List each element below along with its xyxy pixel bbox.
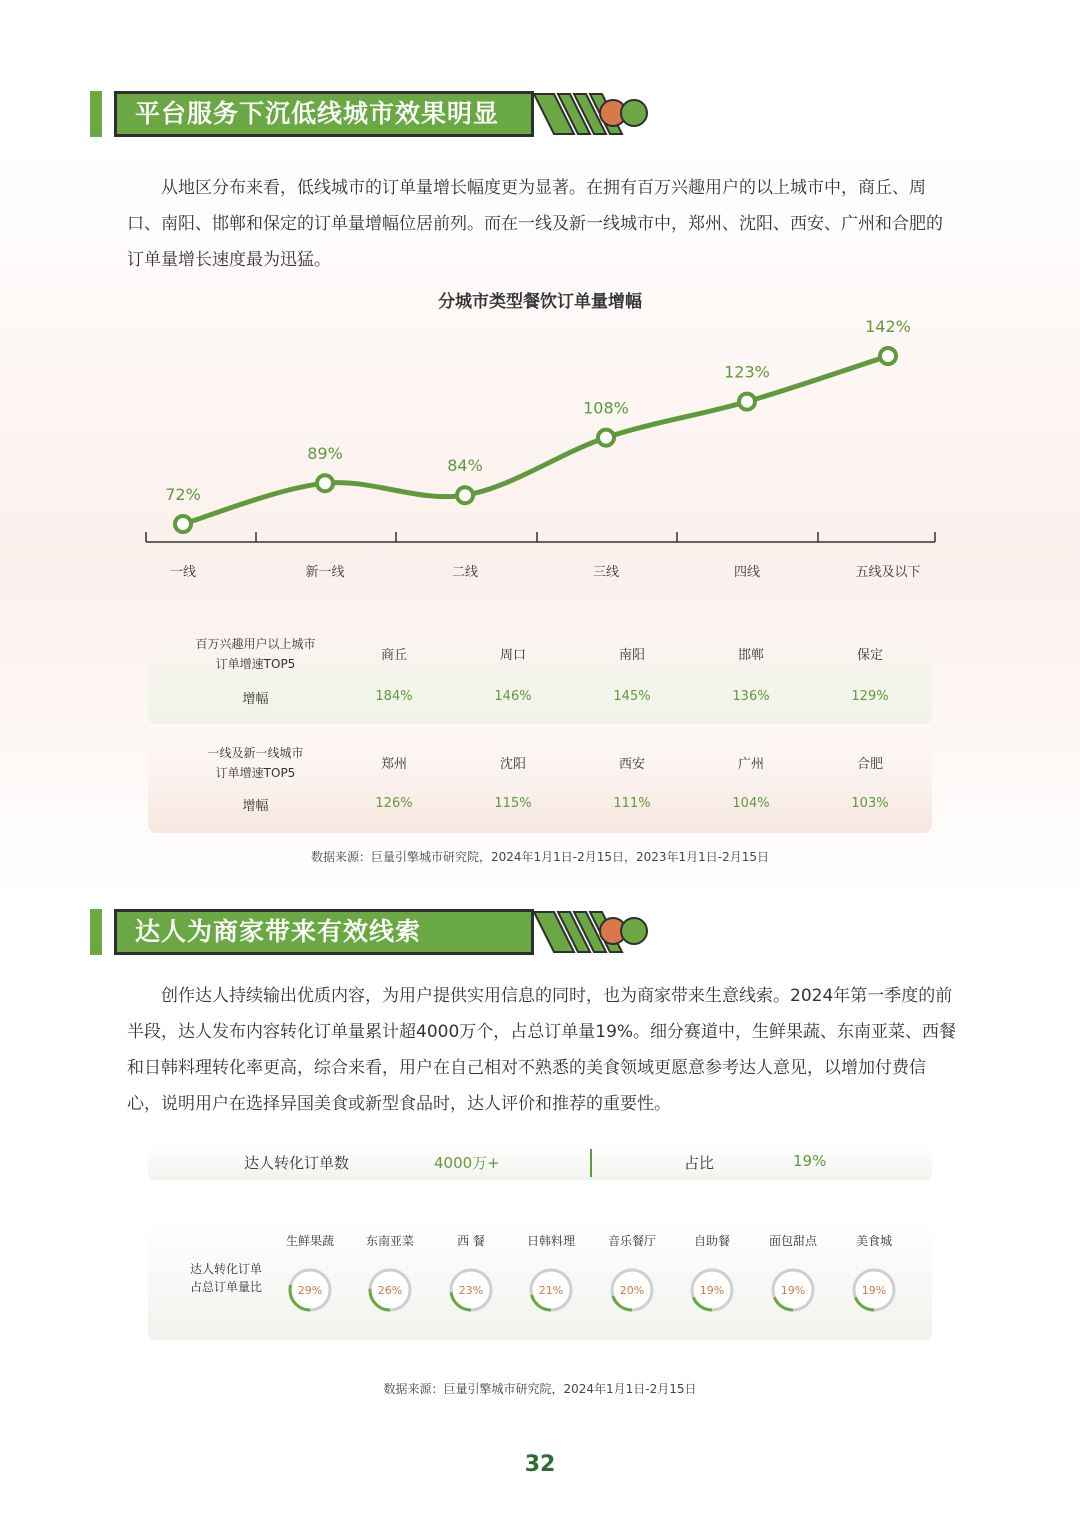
data-label: 142% <box>865 317 911 336</box>
ring-item <box>350 1232 430 1314</box>
stats-bar <box>148 1146 932 1180</box>
table-header: 百万兴趣用户以上城市 订单增速TOP5 <box>195 637 316 671</box>
data-label: 89% <box>307 444 343 464</box>
table-value: 115% <box>494 796 532 811</box>
ring-value: 19% <box>699 1284 725 1297</box>
table-row-label: 增幅 <box>242 799 269 814</box>
x-tick-label: 三线 <box>592 565 620 580</box>
share-value: 19% <box>793 1152 827 1170</box>
data-label: 84% <box>447 456 483 476</box>
ring-chart-label: 达人转化订单 占总订单量比 <box>189 1262 262 1294</box>
data-point <box>739 394 755 410</box>
top5-table-million <box>148 628 932 724</box>
ring-category: 东南亚菜 <box>365 1234 414 1248</box>
table-value: 184% <box>375 689 413 704</box>
ring-category: 生鲜果蔬 <box>285 1234 334 1248</box>
data-point <box>317 475 333 491</box>
data-source-1: 数据来源：巨量引擎城市研究院，2024年1月1日-2月15日，2023年1月1日-2月15日 <box>310 850 770 864</box>
table-value: 129% <box>851 689 889 704</box>
table-header: 一线及新一线城市 订单增速TOP5 <box>207 746 304 780</box>
table-value: 111% <box>613 796 651 811</box>
ring-category: 音乐餐厅 <box>607 1234 656 1248</box>
data-point <box>880 348 896 364</box>
ring-category: 美食城 <box>855 1234 892 1248</box>
ring-item <box>672 1232 752 1314</box>
ring-value: 23% <box>458 1284 484 1297</box>
ring-value: 19% <box>861 1284 887 1297</box>
ring-value: 26% <box>377 1284 403 1297</box>
top5-table-tier1 <box>148 737 932 833</box>
ring-item <box>270 1232 350 1314</box>
x-tick-label: 四线 <box>733 565 761 580</box>
ring-item <box>511 1232 591 1314</box>
section-banner-1 <box>90 91 610 137</box>
data-label: 72% <box>165 485 201 504</box>
series-line <box>183 356 888 524</box>
ring-chart-panel <box>148 1218 932 1340</box>
section1-paragraph: 从地区分布来看，低线城市的订单量增长幅度更为显著。在拥有百万兴趣用户的以上城市中，商丘、周口、南阳、邯郸和保定的订单量增幅位居前列。而在一线及新一线城市中，郑州、沈阳、西安、广州和合肥的订单量增长速度最为迅猛。 <box>127 178 943 270</box>
ring-category: 面包甜点 <box>768 1234 817 1248</box>
ring-category: 自助餐 <box>693 1234 730 1248</box>
section-title-2: 达人为商家带来有效线索 <box>114 909 534 955</box>
data-point <box>598 430 614 446</box>
dots-icon <box>598 95 668 131</box>
x-tick-label: 新一线 <box>305 565 345 580</box>
orders-value: 4000万+ <box>434 1154 500 1172</box>
table-value: 145% <box>613 689 651 704</box>
orders-label: 达人转化订单数 <box>244 1154 350 1172</box>
data-point <box>457 487 473 503</box>
x-tick-label: 二线 <box>451 565 479 580</box>
table-city: 商丘 <box>380 648 407 663</box>
ring-value: 21% <box>538 1284 564 1297</box>
x-tick-label: 五线及以下 <box>855 565 921 580</box>
ring-category: 西 餐 <box>457 1234 485 1248</box>
table-value: 136% <box>732 689 770 704</box>
table-value: 103% <box>851 796 889 811</box>
ring-item <box>592 1232 672 1314</box>
table-value: 126% <box>375 796 413 811</box>
table-city: 广州 <box>737 757 764 772</box>
table-row-label: 增幅 <box>242 692 269 707</box>
ring-item <box>753 1232 833 1314</box>
section2-paragraph: 创作达人持续输出优质内容，为用户提供实用信息的同时，也为商家带来生意线索。2024年第一季度的前半段，达人发布内容转化订单量累计超4000万个，占总订单量19%。细分赛道中，生鲜果蔬、东南亚菜、西餐和日韩料理转化率更高，综合来看，用户在自己相对不熟悉的美食领域更愿意参考达人意见，以增加付费信心，说明用户在选择异国美食或新型食品时，达人评价和推荐的重要性。 <box>127 986 957 1114</box>
table-city: 保定 <box>856 648 883 663</box>
chart-title: 分城市类型餐饮订单量增幅 <box>438 292 642 312</box>
table-city: 南阳 <box>618 648 645 663</box>
table-value: 146% <box>494 689 532 704</box>
table-city: 周口 <box>499 648 526 663</box>
stats-divider <box>590 1149 592 1177</box>
table-city: 郑州 <box>380 757 407 772</box>
ring-item <box>431 1232 511 1314</box>
x-tick-label: 一线 <box>169 565 197 580</box>
data-label: 123% <box>724 362 770 382</box>
data-source-2: 数据来源：巨量引擎城市研究院，2024年1月1日-2月15日 <box>383 1382 697 1396</box>
table-value: 104% <box>732 796 770 811</box>
ring-item <box>834 1232 914 1314</box>
table-city: 邯郸 <box>737 648 764 663</box>
page-number: 32 <box>524 1452 556 1477</box>
ring-category: 日韩料理 <box>526 1234 575 1248</box>
dots-icon <box>598 913 668 949</box>
section-title-1: 平台服务下沉低线城市效果明显 <box>114 91 534 137</box>
ring-value: 29% <box>297 1284 323 1297</box>
section-banner-2 <box>90 909 610 955</box>
ring-value: 19% <box>780 1284 806 1297</box>
share-label: 占比 <box>684 1154 715 1172</box>
table-city: 西安 <box>618 757 645 772</box>
data-point <box>175 516 191 532</box>
table-city: 合肥 <box>856 757 883 772</box>
data-label: 108% <box>583 398 629 418</box>
line-chart <box>0 310 1080 600</box>
ring-value: 20% <box>619 1284 645 1297</box>
table-city: 沈阳 <box>499 757 526 772</box>
